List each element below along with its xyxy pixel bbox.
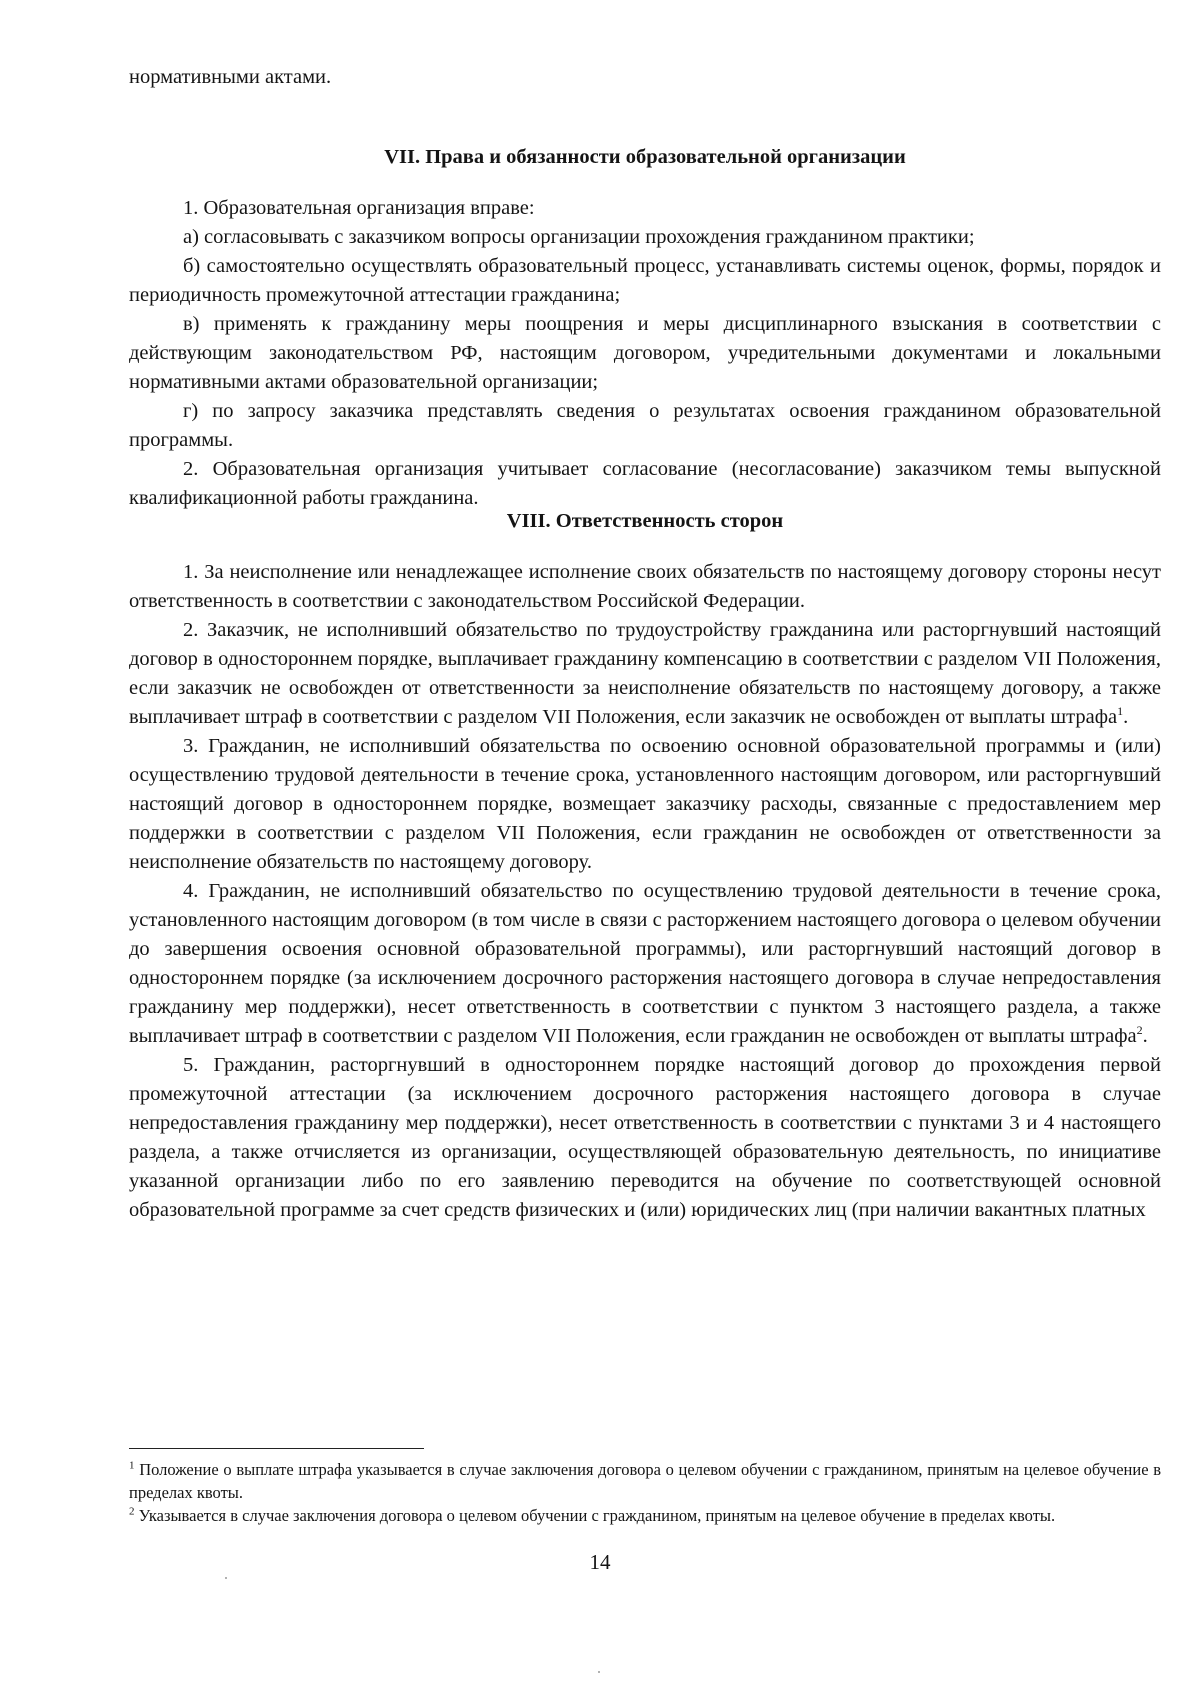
footnote-reference: 2 — [1136, 1023, 1143, 1038]
footnote-text: Положение о выплате штрафа указывается в случае заключения договора о целевом обучении с гражданином, принятым на целевое обучение в пределах квоты. — [129, 1460, 1161, 1502]
section-7-paragraph: а) согласовывать с заказчиком вопросы организации прохождения гражданином практики; — [183, 226, 975, 248]
paragraph-text: 4. Гражданин, не исполнивший обязательство по осуществлению трудовой деятельности в течение срока, установленного настоящим договором (в том числе в связи с расторжением настоящего договора о целевом обучении до завершения освоения основной образовательной программы), или расторгнувший настоящий договор в одностороннем порядке (за исключением досрочного расторжения настоящего договора в случае непредоставления гражданину мер поддержки), несет ответственность в соответствии с пунктом 3 настоящего раздела, а также выплачивает штраф в соответствии с разделом VII Положения, если гражданин не освобожден от выплаты штрафа — [129, 880, 1161, 1047]
footnote-separator — [129, 1448, 424, 1449]
footnote — [129, 1504, 1161, 1527]
footnote — [129, 1458, 1161, 1504]
page-number: 14 — [589, 1550, 611, 1574]
paragraph-end: . — [1142, 1025, 1148, 1047]
paragraph-text: 2. Заказчик, не исполнивший обязательство по трудоустройству гражданина или расторгнувший настоящий договор в одностороннем порядке, выплачивает гражданину компенсацию в соответствии с разделом VII Положения, если заказчик не освобожден от ответственности за неисполнение обязательств по настоящему договору, а также выплачивает штраф в соответствии с разделом VII Положения, если заказчик не освобожден от выплаты штрафа — [129, 619, 1161, 728]
section-8-body — [129, 558, 1161, 1225]
section-7-body — [129, 194, 1161, 513]
footnote-mark: 2 — [129, 1505, 135, 1518]
footnote-text: Указывается в случае заключения договора о целевом обучении с гражданином, принятым на целевое обучение в пределах квоты. — [138, 1506, 1056, 1525]
section-7-paragraph: б) самостоятельно осуществлять образовательный процесс, устанавливать системы оценок, формы, порядок и периодичность промежуточной аттестации гражданина; — [129, 255, 1161, 306]
footnote-reference: 1 — [1117, 704, 1124, 719]
footnotes — [129, 1458, 1161, 1527]
section-8-paragraph: 1. За неисполнение или ненадлежащее исполнение своих обязательств по настоящему договору стороны несут ответственность в соответствии с законодательством Российской Федерации. — [129, 561, 1161, 612]
section-8-heading: VIII. Ответственность сторон — [506, 510, 784, 532]
section-7-paragraph: 2. Образовательная организация учитывает согласование (несогласование) заказчиком темы выпускной квалификационной работы гражданина. — [129, 458, 1161, 509]
section-7-paragraph: 1. Образовательная организация вправе: — [183, 197, 535, 219]
continuation-text — [129, 63, 1161, 92]
scan-speck — [598, 1671, 600, 1673]
section-7-heading: VII. Права и обязанности образовательной организации — [384, 146, 906, 168]
scan-speck — [225, 1577, 227, 1579]
section-8-paragraph: 3. Гражданин, не исполнивший обязательства по освоению основной образовательной программы и (или) осуществлению трудовой деятельности в течение срока, установленного настоящим договором, или расторгнувший настоящий договор в одностороннем порядке, возмещает заказчику расходы, связанные с предоставлением мер поддержки в соответствии с разделом VII Положения, если гражданин не освобожден от ответственности за неисполнение обязательств по настоящему договору. — [129, 735, 1161, 873]
paragraph-end: . — [1123, 706, 1129, 728]
section-7-paragraph: в) применять к гражданину меры поощрения и меры дисциплинарного взыскания в соответствии с действующим законодательством РФ, настоящим договором, учредительными документами и локальными нормативными актами образовательной организации; — [129, 313, 1161, 393]
section-8-paragraph — [129, 616, 1161, 732]
section-8-paragraph: 5. Гражданин, расторгнувший в одностороннем порядке настоящий договор до прохождения первой промежуточной аттестации (за исключением досрочного расторжения настоящего договора в случае непредоставления гражданину мер поддержки), несет ответственность в соответствии с пунктами 3 и 4 настоящего раздела, а также отчисляется из организации, осуществляющей образовательную деятельность, по инициативе указанной организации либо по его заявлению переводится на обучение по соответствующей основной образовательной программе за счет средств физических и (или) юридических лиц (при наличии вакантных платных — [129, 1054, 1161, 1221]
section-8-paragraph — [129, 877, 1161, 1051]
section-7-paragraph: г) по запросу заказчика представлять сведения о результатах освоения гражданином образовательной программы. — [129, 400, 1161, 451]
continuation-line: нормативными актами. — [129, 66, 332, 88]
footnote-mark: 1 — [129, 1459, 135, 1472]
